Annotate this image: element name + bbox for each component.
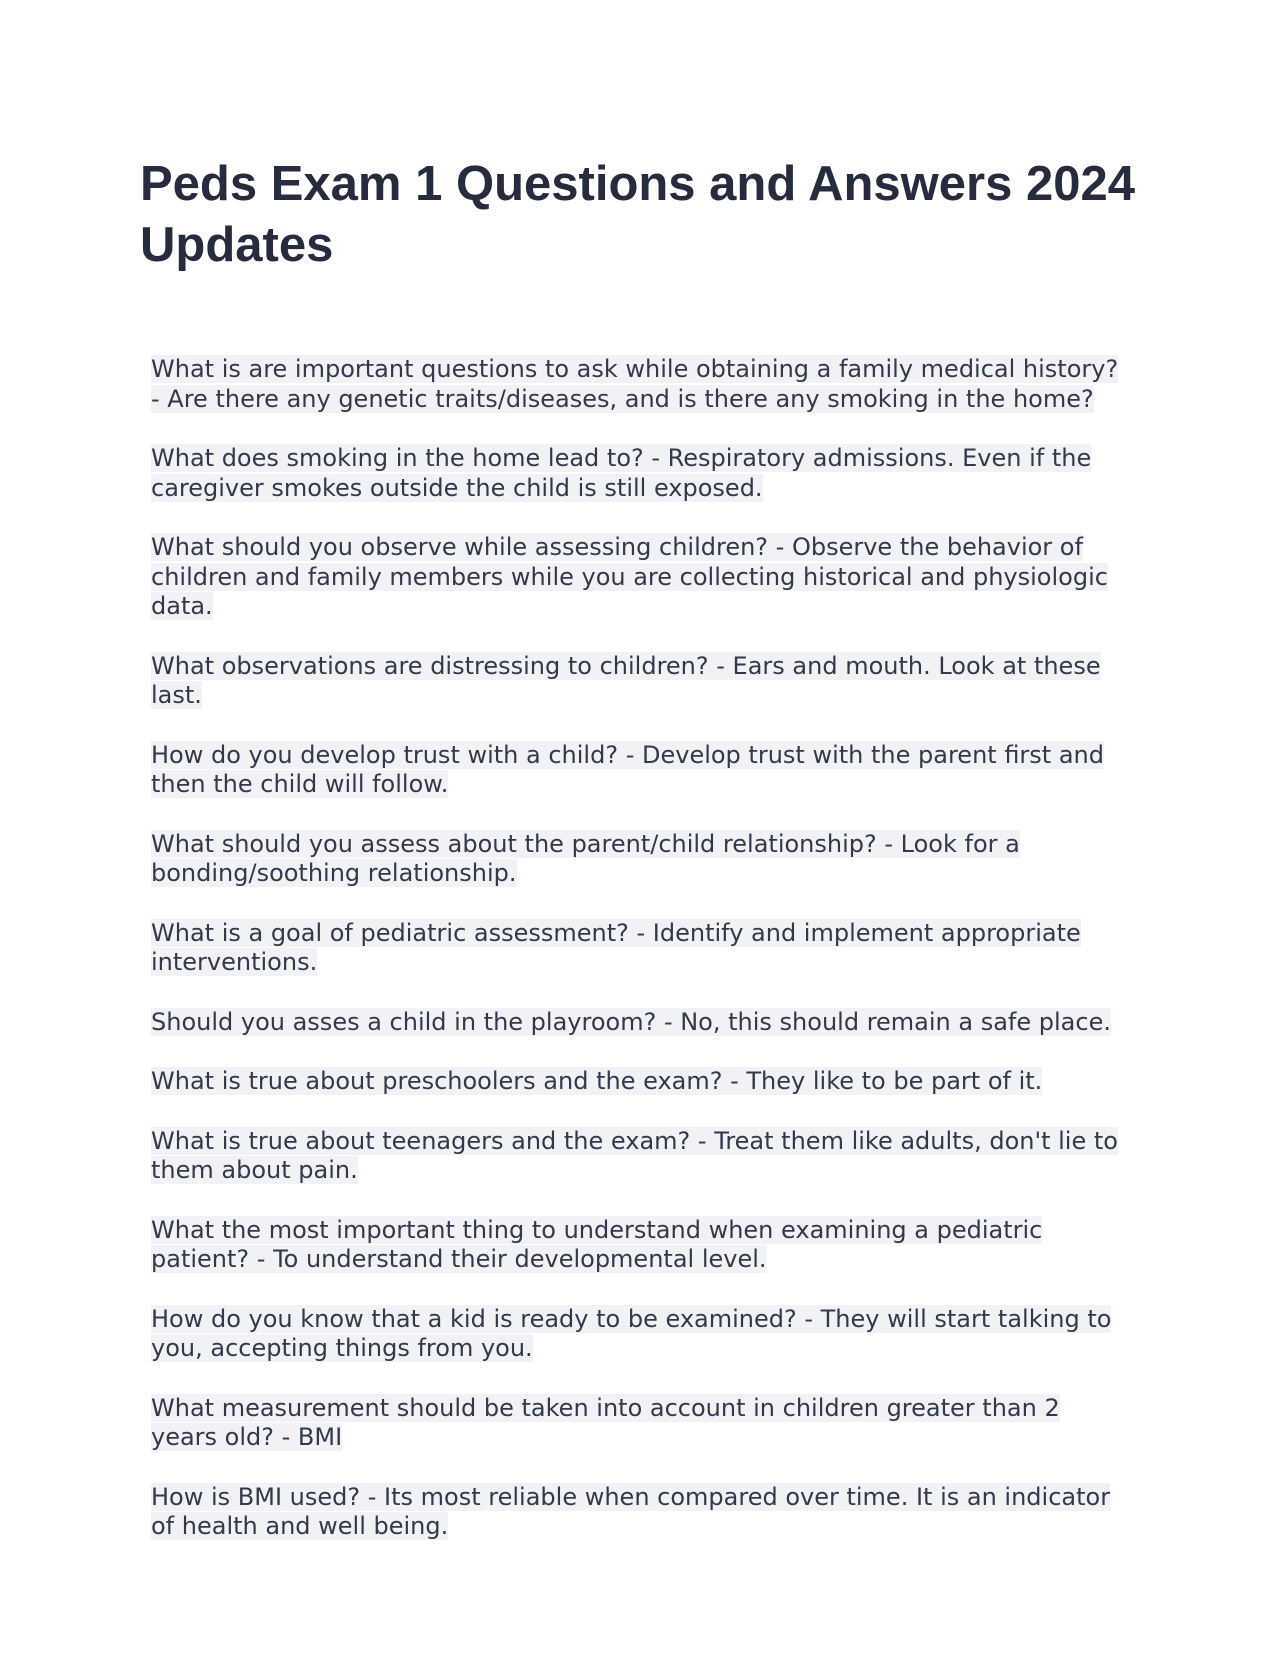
- qa-text: How do you know that a kid is ready to be examined? - They will start talking to you, accepting things from you.: [151, 1304, 1112, 1362]
- qa-item: [151, 919, 1121, 978]
- qa-text: How is BMI used? - Its most reliable when compared over time. It is an indicator of health and well being.: [151, 1482, 1111, 1540]
- qa-text: What is true about teenagers and the exam? - Treat them like adults, don't lie to them about pain.: [151, 1126, 1118, 1184]
- qa-item: [151, 741, 1121, 800]
- document-title: Peds Exam 1 Questions and Answers 2024 Updates: [140, 157, 1135, 272]
- qa-item: [151, 444, 1121, 503]
- qa-item: [151, 652, 1121, 711]
- qa-text: How do you develop trust with a child? - Develop trust with the parent first and then the child will follow.: [151, 740, 1104, 798]
- qa-item: [151, 1216, 1121, 1275]
- qa-text: What measurement should be taken into account in children greater than 2 years old? - BMI: [151, 1393, 1060, 1451]
- qa-text: What is are important questions to ask while obtaining a family medical history? - Are there any genetic traits/diseases, and is there any smoking in the home?: [151, 355, 1119, 413]
- qa-list: [151, 355, 1121, 1572]
- qa-text: What is true about preschoolers and the exam? - They like to be part of it.: [151, 1067, 1043, 1095]
- qa-item: [151, 1008, 1121, 1038]
- qa-item: [151, 830, 1121, 889]
- qa-text: What the most important thing to understand when examining a pediatric patient? - To understand their developmental level.: [151, 1215, 1043, 1273]
- qa-item: [151, 1067, 1121, 1097]
- qa-item: [151, 1305, 1121, 1364]
- qa-text: What should you assess about the parent/child relationship? - Look for a bonding/soothing relationship.: [151, 829, 1020, 887]
- qa-item: [151, 533, 1121, 622]
- qa-text: What is a goal of pediatric assessment? - Identify and implement appropriate interventions.: [151, 918, 1081, 976]
- qa-item: [151, 355, 1121, 414]
- qa-item: [151, 1483, 1121, 1542]
- qa-text: What does smoking in the home lead to? - Respiratory admissions. Even if the caregiver smokes outside the child is still exposed.: [151, 444, 1092, 502]
- qa-text: Should you asses a child in the playroom? - No, this should remain a safe place.: [151, 1007, 1111, 1036]
- qa-text: What observations are distressing to children? - Ears and mouth. Look at these last.: [151, 651, 1101, 709]
- qa-item: [151, 1394, 1121, 1453]
- qa-item: [151, 1127, 1121, 1186]
- qa-text: What should you observe while assessing children? - Observe the behavior of children and family members while you are collecting historical and physiologic data.: [151, 533, 1108, 620]
